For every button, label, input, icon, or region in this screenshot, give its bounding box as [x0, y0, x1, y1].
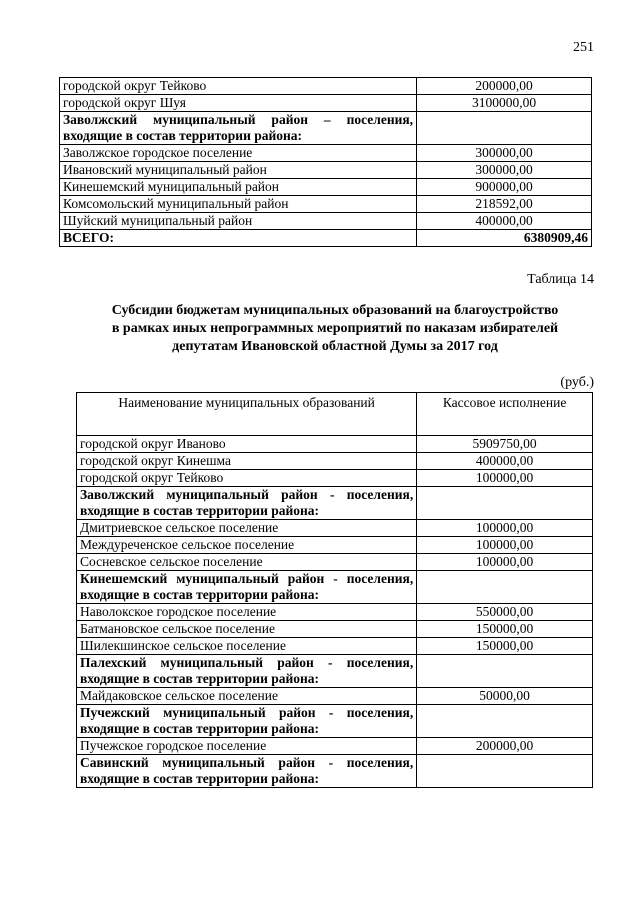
table-row [77, 470, 593, 487]
table-row [77, 520, 593, 537]
table-row [77, 571, 593, 604]
row-value [417, 571, 593, 604]
row-name: Шуйский муниципальный район [60, 213, 417, 230]
row-value: 400000,00 [417, 453, 593, 470]
row-value: 300000,00 [417, 162, 592, 179]
row-value: 300000,00 [417, 145, 592, 162]
row-value: 100000,00 [417, 470, 593, 487]
row-value [417, 655, 593, 688]
table-title [70, 302, 600, 356]
row-value: 100000,00 [417, 537, 593, 554]
row-value: 3100000,00 [417, 95, 592, 112]
row-name: городской округ Иваново [77, 436, 417, 453]
title-line-2: в рамках иных непрограммных мероприятий по наказам избирателей [111, 321, 559, 336]
row-value [417, 112, 592, 145]
table-label: Таблица 14 [527, 272, 594, 287]
header-name: Наименование муниципальных образований [77, 393, 417, 436]
row-name: Савинский муниципальный район - поселения, входящие в состав территории района: [77, 755, 417, 788]
row-value: 150000,00 [417, 621, 593, 638]
row-name: городской округ Тейково [77, 470, 417, 487]
row-name: Пучежский муниципальный район - поселения, входящие в состав территории района: [77, 705, 417, 738]
table-row [60, 95, 592, 112]
table-row [60, 230, 592, 247]
table-row [77, 755, 593, 788]
row-name: Кинешемский муниципальный район - поселения, входящие в состав территории района: [77, 571, 417, 604]
table-row [77, 604, 593, 621]
page-number: 251 [573, 40, 594, 55]
table-row [60, 162, 592, 179]
title-line-1: Субсидии бюджетам муниципальных образований на благоустройство [111, 303, 559, 318]
row-name: городской округ Кинешма [77, 453, 417, 470]
row-value: 100000,00 [417, 554, 593, 571]
table-row [77, 537, 593, 554]
row-value: 6380909,46 [417, 230, 592, 247]
row-name: городской округ Тейково [60, 78, 417, 95]
row-name: Заволжский муниципальный район – поселения, входящие в состав территории района: [60, 112, 417, 145]
row-value: 150000,00 [417, 638, 593, 655]
row-name: Сосневское сельское поселение [77, 554, 417, 571]
row-name: Кинешемский муниципальный район [60, 179, 417, 196]
row-name: городской округ Шуя [60, 95, 417, 112]
table-row [77, 621, 593, 638]
table-row [60, 196, 592, 213]
title-line-3: депутатам Ивановской областной Думы за 2017 год [172, 339, 498, 354]
row-value: 5909750,00 [417, 436, 593, 453]
table-row [60, 213, 592, 230]
row-name: Заволжский муниципальный район - поселения, входящие в состав территории района: [77, 487, 417, 520]
row-value [417, 755, 593, 788]
table-row [77, 638, 593, 655]
row-name: Майдаковское сельское поселение [77, 688, 417, 705]
row-name: ВСЕГО: [60, 230, 417, 247]
row-name: Батмановское сельское поселение [77, 621, 417, 638]
row-value: 200000,00 [417, 738, 593, 755]
table-row [60, 145, 592, 162]
row-value [417, 705, 593, 738]
row-name: Наволокское городское поселение [77, 604, 417, 621]
row-name: Ивановский муниципальный район [60, 162, 417, 179]
table-row [77, 688, 593, 705]
row-name: Заволжское городское поселение [60, 145, 417, 162]
table-row [77, 554, 593, 571]
row-name: Комсомольский муниципальный район [60, 196, 417, 213]
table-row [77, 655, 593, 688]
row-value: 50000,00 [417, 688, 593, 705]
table-row [77, 705, 593, 738]
row-value [417, 487, 593, 520]
table-row [77, 738, 593, 755]
row-name: Междуреченское сельское поселение [77, 537, 417, 554]
table-row [60, 112, 592, 145]
row-value: 400000,00 [417, 213, 592, 230]
currency-unit: (руб.) [560, 375, 594, 390]
row-name: Пучежское городское поселение [77, 738, 417, 755]
row-value: 900000,00 [417, 179, 592, 196]
subsidies-table [76, 392, 593, 788]
row-value: 218592,00 [417, 196, 592, 213]
row-value: 100000,00 [417, 520, 593, 537]
table-row [60, 179, 592, 196]
row-value: 550000,00 [417, 604, 593, 621]
budget-table-continuation [59, 77, 592, 247]
row-name: Дмитриевское сельское поселение [77, 520, 417, 537]
row-name: Шилекшинское сельское поселение [77, 638, 417, 655]
table-row [77, 453, 593, 470]
table-row [77, 436, 593, 453]
table-row [77, 487, 593, 520]
header-value: Кассовое исполнение [417, 393, 593, 436]
row-name: Палехский муниципальный район - поселения, входящие в состав территории района: [77, 655, 417, 688]
table-header-row [77, 393, 593, 436]
table-row [60, 78, 592, 95]
row-value: 200000,00 [417, 78, 592, 95]
